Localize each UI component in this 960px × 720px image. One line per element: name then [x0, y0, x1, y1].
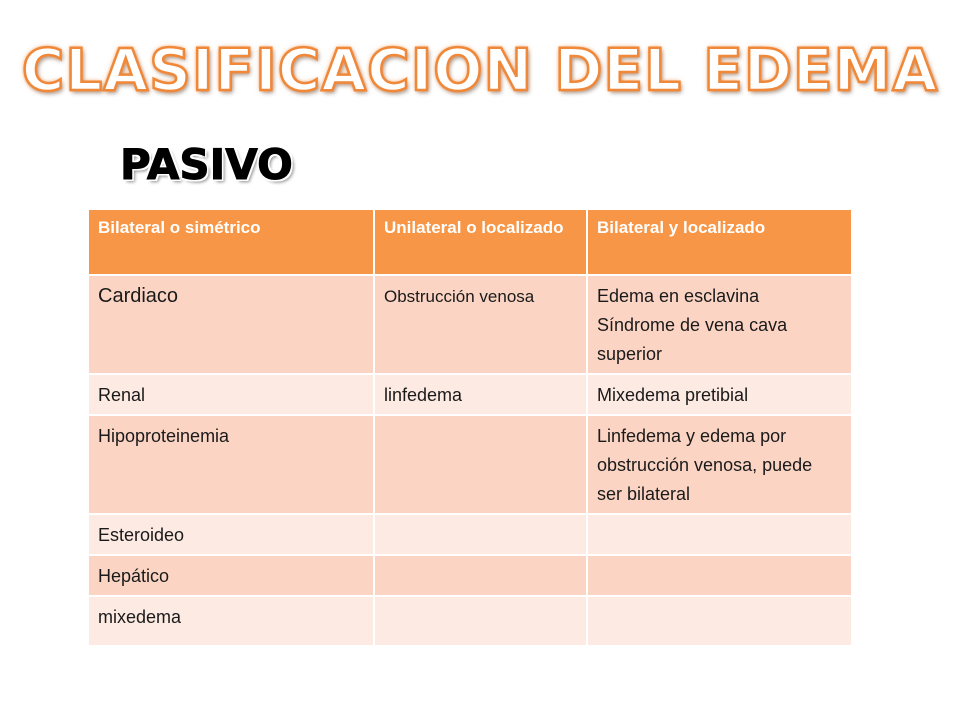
table-cell	[587, 555, 852, 596]
table-cell: Cardiaco	[88, 275, 374, 374]
slide-subtitle: PASIVO	[120, 140, 293, 189]
table-cell: Edema en esclavina Síndrome de vena cava superior	[587, 275, 852, 374]
header-unilateral-localizado: Unilateral o localizado	[374, 209, 587, 275]
slide-title: CLASIFICACION DEL EDEMA	[21, 36, 939, 104]
table-cell	[587, 514, 852, 555]
table-cell: Linfedema y edema por obstrucción venosa, puede ser bilateral	[587, 415, 852, 514]
table-cell: Hipoproteinemia	[88, 415, 374, 514]
table-row	[88, 596, 852, 646]
table-row	[88, 415, 852, 514]
table-cell: Mixedema pretibial	[587, 374, 852, 415]
table-cell: Esteroideo	[88, 514, 374, 555]
header-bilateral-simetrico: Bilateral o simétrico	[88, 209, 374, 275]
table-cell	[374, 415, 587, 514]
table-row	[88, 555, 852, 596]
table-cell: linfedema	[374, 374, 587, 415]
table-header-row	[88, 209, 852, 275]
header-bilateral-localizado: Bilateral y localizado	[587, 209, 852, 275]
table-cell	[374, 596, 587, 646]
table-cell	[374, 514, 587, 555]
table-row	[88, 374, 852, 415]
edema-classification-table	[87, 208, 853, 647]
table-row	[88, 275, 852, 374]
table-cell: Obstrucción venosa	[374, 275, 587, 374]
table-cell: mixedema	[88, 596, 374, 646]
table-cell	[587, 596, 852, 646]
table-cell: Hepático	[88, 555, 374, 596]
table-row	[88, 514, 852, 555]
table-cell: Renal	[88, 374, 374, 415]
table-cell	[374, 555, 587, 596]
